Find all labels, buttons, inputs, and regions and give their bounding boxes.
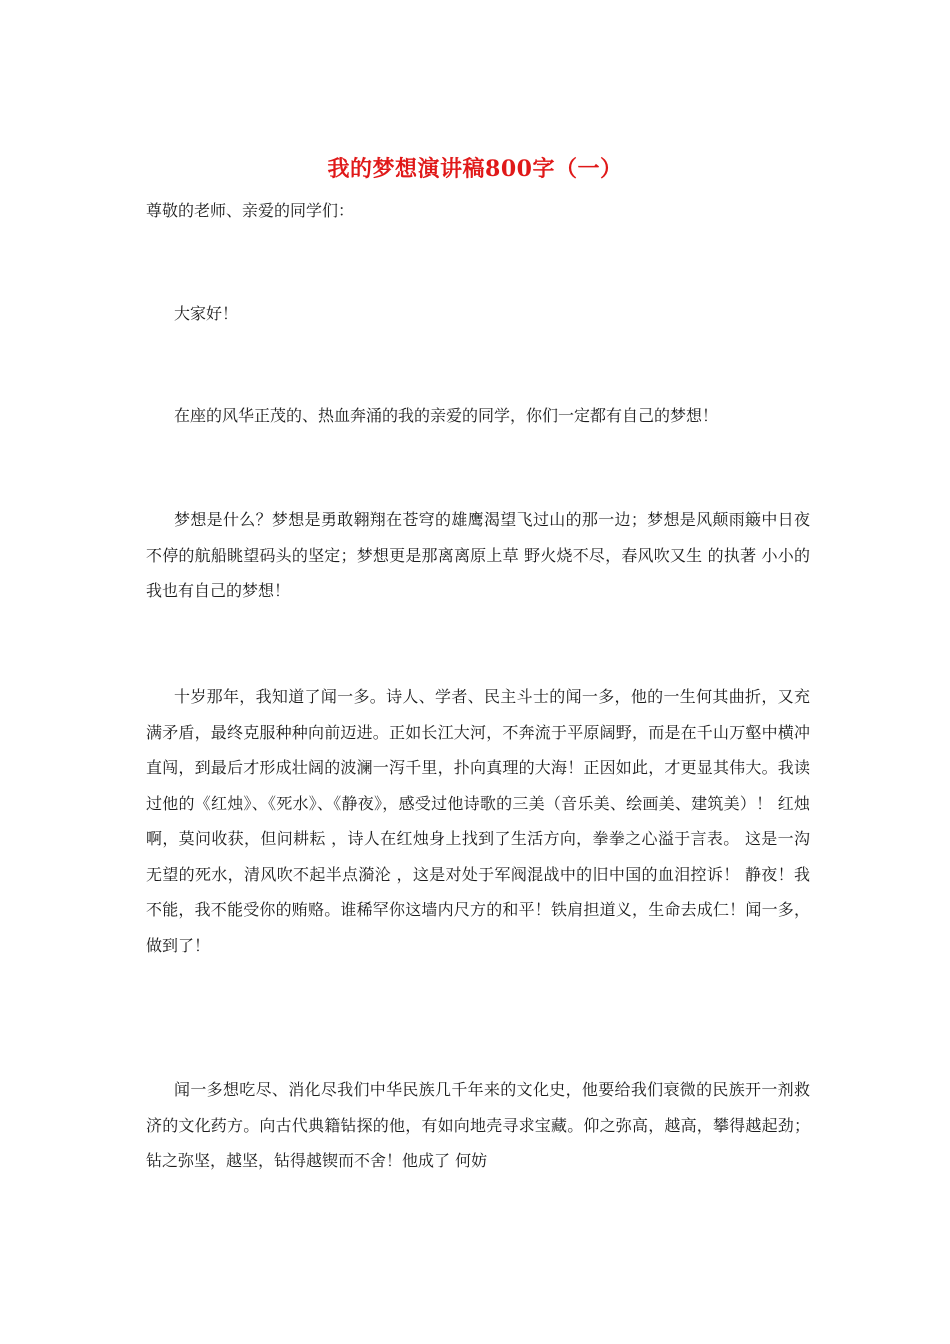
paragraph-intro: 在座的风华正茂的、热血奔涌的我的亲爱的同学，你们一定都有自己的梦想！ xyxy=(174,406,719,425)
paragraph-greeting: 大家好！ xyxy=(174,304,239,323)
salutation: 尊敬的老师、亲爱的同学们： xyxy=(146,201,355,220)
document-title: 我的梦想演讲稿800字（一） xyxy=(327,156,623,182)
paragraph-what-is-dream: 梦想是什么？梦想是勇敢翱翔在苍穹的雄鹰渴望飞过山的那一边；梦想是风颠雨簸中日夜不停的航船眺望码头的坚定；梦想更是那离离原上草 野火烧不尽，春风吹又生 的执著 小小的我也有自己的梦想！ xyxy=(146,510,810,600)
paragraph-wen-yiduo: 十岁那年，我知道了闻一多。诗人、学者、民主斗士的闻一多，他的一生何其曲折，又充满矛盾，最终克服种种向前迈进。正如长江大河，不奔流于平原阔野，而是在千山万壑中横冲直闯，到最后才形成壮阔的波澜一泻千里，扑向真理的大海！正因如此，才更显其伟大。我读过他的《红烛》、《死水》、《静夜》，感受过他诗歌的三美（音乐美、绘画美、建筑美）！ 红烛啊，莫问收获，但问耕耘 ，诗人在红烛身上找到了生活方向，拳拳之心溢于言表。 这是一沟无望的死水，清风吹不起半点漪沦 ，这是对处于军阀混战中的旧中国的血泪控诉！ 静夜！我不能，我不能受你的贿赂。谁稀罕你这墙内尺方的和平！铁肩担道义，生命去成仁！闻一多，做到了！ xyxy=(146,687,810,955)
paragraph-culture: 闻一多想吃尽、消化尽我们中华民族几千年来的文化史，他要给我们衰微的民族开一剂救济的文化药方。向古代典籍钻探的他，有如向地壳寻求宝藏。仰之弥高，越高，攀得越起劲；钻之弥坚，越坚，钻得越锲而不舍！他成了 何妨 xyxy=(146,1080,810,1170)
